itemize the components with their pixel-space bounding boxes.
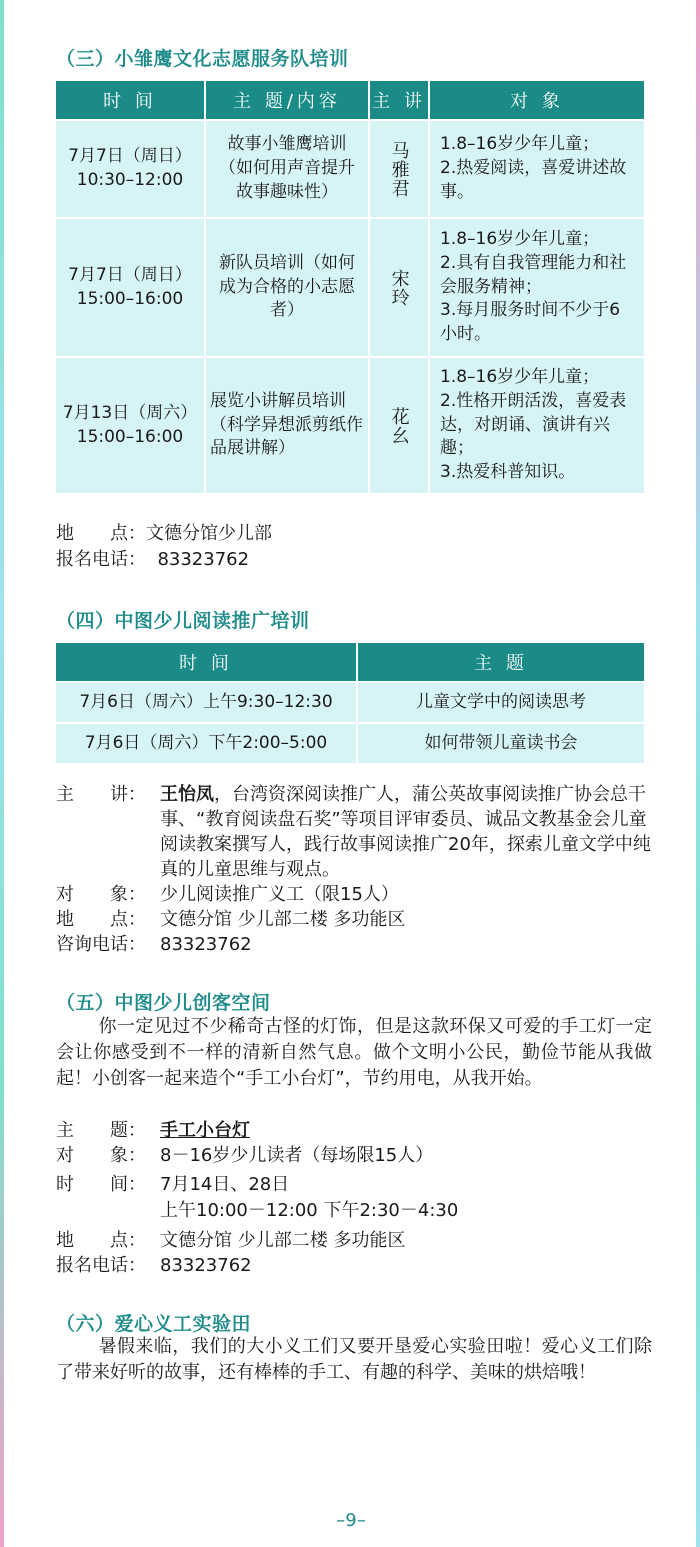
- sec5-time-hours: 上午10:00－12:00 下午2:30－4:30: [160, 1200, 459, 1221]
- time-label: 时 间：: [56, 1174, 146, 1195]
- row-speaker: 花幺: [370, 358, 428, 493]
- row-hours: 15:00–16:00: [76, 288, 184, 309]
- theme-value: 手工小台灯: [160, 1120, 250, 1141]
- row-date: 7月7日（周日）: [68, 264, 192, 285]
- sec4-phone: [56, 932, 252, 957]
- header-target: 对 象: [430, 81, 644, 119]
- row-speaker: 马雅君: [370, 121, 428, 217]
- row-time: 7月6日（周六）下午2:00–5:00: [56, 724, 356, 763]
- sec5-theme: [56, 1118, 250, 1143]
- right-edge-decoration: [696, 0, 700, 1547]
- row-time: [56, 219, 204, 356]
- row-topic: 新队员培训（如何成为合格的小志愿者）: [206, 219, 368, 356]
- header-time: 时 间: [56, 643, 356, 681]
- intro-text: 你一定见过不少稀奇古怪的灯饰，但是这款环保又可爱的手工灯一定会让你感受到不一样的清新自然气息。做个文明小公民，勤俭节能从我做起！小创客一起来造个“手工小台灯”，节约用电，从我开始。: [56, 1016, 652, 1089]
- table-header-row: [56, 643, 644, 681]
- location-value: 文德分馆 少儿部二楼 多功能区: [160, 1230, 406, 1251]
- row-date: 7月7日（周日）: [68, 146, 192, 167]
- phone-label: 咨询电话：: [56, 934, 146, 955]
- row-hours: 15:00–16:00: [76, 426, 184, 447]
- speaker-bio: ，台湾资深阅读推广人，蒲公英故事阅读推广协会总干事、“教育阅读盘石奖”等项目评审委员、诚品文教基金会儿童阅读教案撰写人，践行故事阅读推广20年，探索儿童文学中纯真的儿童思维与观点。: [160, 784, 651, 880]
- row-topic: 如何带领儿童读书会: [358, 724, 644, 763]
- section-6-title: （六）爱心义工实验田: [56, 1313, 252, 1335]
- speaker-name: 王怡凤: [160, 784, 214, 805]
- header-topic: 主 题/内容: [206, 81, 368, 119]
- table-row: [56, 683, 644, 722]
- sec6-intro: [56, 1334, 652, 1386]
- row-topic: 儿童文学中的阅读思考: [358, 683, 644, 722]
- location-label: 地 点：: [56, 1230, 146, 1251]
- row-topic: 展览小讲解员培训（科学异想派剪纸作品展讲解）: [206, 358, 368, 493]
- row-speaker: 宋玲: [370, 219, 428, 356]
- header-speaker: 主 讲: [370, 81, 428, 119]
- section-3-title: （三）小雏鹰文化志愿服务队培训: [56, 48, 349, 70]
- table-row: [56, 358, 644, 493]
- row-target: 1.8–16岁少年儿童； 2.性格开朗活泼，喜爱表达，对朗诵、演讲有兴趣； 3.热爱科普知识。: [430, 358, 644, 493]
- row-target: 1.8–16岁少年儿童； 2.具有自我管理能力和社会服务精神； 3.每月服务时间不少于6小时。: [430, 219, 644, 356]
- row-time: [56, 358, 204, 493]
- sec3-location: [56, 521, 272, 546]
- row-time: [56, 121, 204, 217]
- reading-training-table: [54, 641, 646, 765]
- sec4-location: [56, 907, 405, 932]
- location-value: 文德分馆 少儿部二楼 多功能区: [160, 909, 406, 930]
- theme-label: 主 题：: [56, 1120, 146, 1141]
- row-hours: 10:30–12:00: [76, 170, 184, 190]
- table-row: [56, 219, 644, 356]
- phone-value: 83323762: [157, 549, 250, 570]
- table-header-row: [56, 81, 644, 119]
- page-number: –9–: [336, 1510, 366, 1531]
- sec5-location: [56, 1228, 405, 1253]
- header-time: 时 间: [56, 81, 204, 119]
- row-target: 1.8–16岁少年儿童； 2.热爱阅读，喜爱讲述故事。: [430, 121, 644, 217]
- row-topic: 故事小雏鹰培训（如何用声音提升故事趣味性）: [206, 121, 368, 217]
- location-value: 文德分馆少儿部: [146, 523, 272, 544]
- section-5-title: （五）中图少儿创客空间: [56, 992, 271, 1014]
- table-row: [56, 724, 644, 763]
- target-value: 少儿阅读推广义工（限15人）: [160, 884, 399, 905]
- target-value: 8－16岁少儿读者（每场限15人）: [160, 1145, 434, 1166]
- target-label: 对 象：: [56, 1145, 146, 1166]
- left-edge-decoration: [0, 0, 4, 1547]
- location-label: 地 点：: [56, 523, 146, 544]
- sec5-target: [56, 1143, 433, 1168]
- location-label: 地 点：: [56, 909, 146, 930]
- phone-value: 83323762: [160, 934, 252, 955]
- section-4-title: （四）中图少儿阅读推广培训: [56, 610, 310, 632]
- speaker-label: 主 讲：: [56, 784, 146, 805]
- phone-value: 83323762: [160, 1255, 252, 1276]
- phone-label: 报名电话：: [56, 1255, 146, 1276]
- volunteer-training-table: [54, 79, 646, 495]
- sec4-target: [56, 882, 399, 907]
- table-row: [56, 121, 644, 217]
- sec5-phone: [56, 1253, 252, 1278]
- target-label: 对 象：: [56, 884, 146, 905]
- row-time: 7月6日（周六）上午9:30–12:30: [56, 683, 356, 722]
- sec5-intro: [56, 1014, 652, 1092]
- sec3-phone: [56, 547, 249, 572]
- row-date: 7月13日（周六）: [62, 402, 198, 423]
- header-topic: 主 题: [358, 643, 644, 681]
- intro-text: 暑假来临，我们的大小义工们又要开垦爱心实验田啦！爱心义工们除了带来好听的故事，还有棒棒的手工、有趣的科学、美味的烘焙哦！: [56, 1336, 652, 1383]
- sec5-time: [56, 1172, 289, 1197]
- time-dates: 7月14日、28日: [160, 1174, 290, 1195]
- phone-label: 报名电话：: [56, 549, 146, 570]
- speaker-value: [160, 782, 652, 882]
- sec4-speaker: [56, 782, 652, 882]
